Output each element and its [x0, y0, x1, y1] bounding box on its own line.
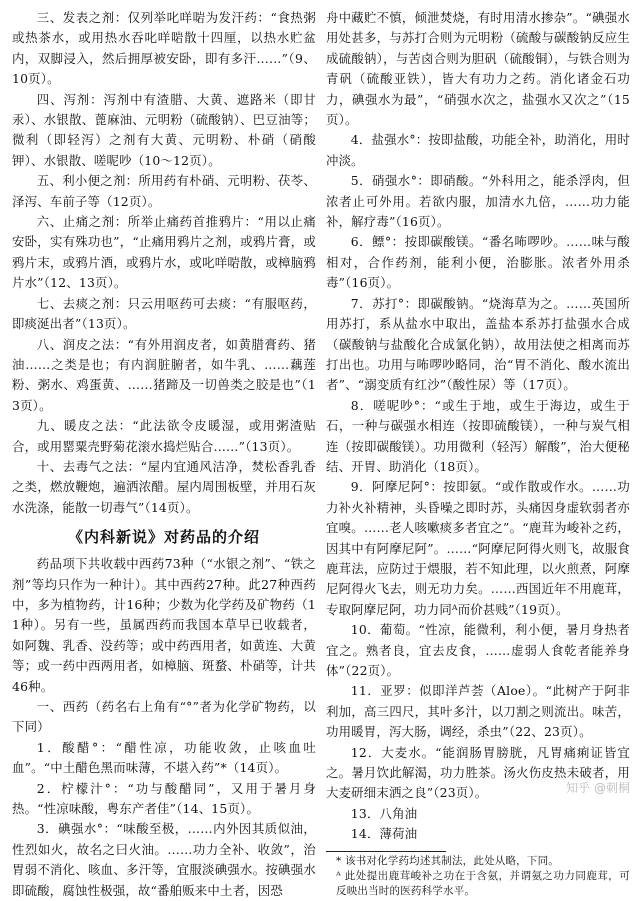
watermark: 知乎 @刺桐 — [566, 781, 630, 795]
list-item: 3．碘强水°：“味酸至极，……内外因其质似油，性烈如火，故名之曰火油。……功力全补、收敛”，治胃弱不消化、咳血、多汗等，宜服淡碘强水。按碘强水即硫酸，腐蚀性极强，故“番舶贩来中土者，因恐 — [12, 821, 316, 898]
paragraph: 八、润皮之法：“有外用润皮者，如黄腊膏药、猪油……之类是也；有内润脏腑者，如牛乳、……藕莲粉、粥水、鸡蛋黄、……猪蹄及一切兽类之胶是也”（13页）。 — [12, 336, 316, 413]
paragraph: 十、去毒气之法：“屋内宜通风洁净，焚松香乳香之类，燃放鞭炮，遍洒浓醋。屋内周围板壁，并用石灰水洗涤，能散一切毒气”（14页）。 — [12, 458, 316, 515]
paragraph: 舟中藏贮不慎，倾泄焚烧，有时用清水掺杂”。“碘强水用处甚多，与苏打合则为元明粉（硫酸与碳酸钠反应生成硫酸钠），与苦卤合则为胆矾（硫酸铜），与铁合则为青矾（硫酸亚铁），皆大有功力之药。消化诸金石功力，碘强水为最”，“硝强水次之，盐强水又次之”（15页）。 — [326, 10, 630, 128]
section-title: 《内科新说》对药品的介绍 — [67, 528, 260, 547]
list-item: 10．葡萄。“性凉，能微利，利小便，暑月身热者宜之。熟者良，宜去皮食，……虚弱人食乾者能养身体”（22页）。 — [326, 622, 630, 678]
list-item: 2．柠檬汁°：“功与酸醋同”，又用于暑月身热。“性凉味酸，粤东产者佳”（14、15页）。 — [12, 780, 316, 817]
footnote-divider — [326, 851, 446, 852]
two-column-layout — [12, 8, 630, 898]
footnote: ᴬ 此处提出鹿茸峻补之功在于含氨，并谓氨之功力同鹿茸，可反映出当时的医药科学水平。 — [336, 869, 630, 897]
left-column — [12, 8, 316, 898]
right-column — [326, 8, 630, 897]
paragraph: 药品项下共收载中西药73种（“水银之剂”、“铁之剂”等均只作为一种计）。其中西药27种。此27种西药中，多为植物药，计16种；少数为化学药及矿物药（11种）。另有一些，虽属西药而我国本草早已收载者，如阿魏、乳香、没药等；或中药西用者，如黄连、大黄等；或一药中西两用者，如樟脑、斑蝥、朴硝等，计共46种。 — [12, 556, 316, 694]
list-item: 5．硝强水°：即硝酸。“外科用之，能杀浮肉，但浓者止可外用。若欲内服，加清水九倍，……功力能补，解疗毒”（16页）。 — [326, 173, 630, 230]
list-item: 12．大麦水。“能润肠胃膀胱，凡胃痛痢证皆宜之。暑月饮此解渴，功力胜茶。汤火伤皮热未破者，用大麦研细末洒之良”（23页）。 — [326, 744, 630, 801]
list-item: 14．薄荷油 — [350, 826, 418, 842]
list-item: 11．亚罗：似即洋芦荟（Aloe）。“此树产于阿非利加，高三四尺，其叶多汁，以刀割之则流出。味苦，功用暖胃，泻大肠，调经，杀虫”（22、23页）。 — [326, 683, 630, 740]
list-item: 7．苏打°：即碳酸钠。“烧海草为之。……英国所用苏打，系从盐水中取出，盖盐本系苏打盐强水合成（碳酸钠与盐酸化合成氯化钠），故用法使之相离而苏打出也。功用与咘啰吵略同，治“胃不消化、酸水流出者”、“溺变质有红沙”（酸性尿）等（17页）。 — [326, 295, 630, 393]
list-item: 4．盐强水°：按即盐酸，功能全补，助消化，用时冲淡。 — [326, 132, 630, 168]
paragraph: 九、暖皮之法：“此法欲令皮暖湿，或用粥渣贴合，或用罂粟壳野菊花滚水捣烂贴合……”（13页）。 — [12, 418, 316, 454]
footnote: * 该书对化学药均述其制法，此处从略，下同。 — [336, 854, 559, 867]
list-item: 1．酸醋°：“醋性凉，功能收敛，止咳血吐血”。“中土醋色黑而味薄，不堪入药”*（14页）。 — [12, 739, 316, 776]
list-item: 6．鳔°：按即碳酸镁。“番名咘啰吵。……味与酸相对，合作药剂，能利小便，治膨胀。浓者外用杀毒”（16页）。 — [326, 234, 630, 291]
paragraph: 五、利小便之剂：所用药有朴硝、元明粉、茯苓、泽泻、车前子等（12页）。 — [12, 173, 316, 209]
list-item: 9．阿摩尼阿°：按即氨。“或作散或作水。……功力补火补精神，头昏噪之即时苏，头痛因身虚软弱者亦宜嗅。……老人咳嗽痰多者宜之”。“鹿茸为峻补之药，因其中有阿摩尼阿”。……“阿摩尼阿得火则飞，故服食鹿茸法，应防过于煨服，若不知此理，以火煎煮，阿摩尼阿得火飞去，则无功力矣。……西国近年不用鹿茸，专取阿摩尼阿，功力同ᴬ而价甚贱”（19页）。 — [326, 479, 630, 617]
paragraph: 三、发表之剂：仅列举叱咩啱为发汗药：“食热粥或热茶水，或用热水吞叱咩啱散十四厘，以热水贮盆内，双脚浸入，然后拥厚被安卧，即有多汗……”（9、10页）。 — [12, 10, 316, 87]
paragraph: 七、去痰之剂：只云用呕药可去痰：“有服呕药，即痰涎出者”（13页）。 — [12, 295, 316, 332]
paragraph: 四、泻剂：泻剂中有渣腊、大黄、遮路米（即甘汞）、水银散、蓖麻油、元明粉（硫酸钠）、巴豆油等；微利（即轻泻）之剂有大黄、元明粉、朴硝（硝酸钾）、水银散、嗟呢吵（10～12页）。 — [12, 91, 316, 168]
paragraph: 六、止痛之剂：所举止痛药首推鸦片：“用以止痛安卧，实有殊功也”，“止痛用鸦片之剂，或鸦片膏，或鸦片末，或鸦片酒，或鸦片水，或叱咩啱散，或樟脑鸦片水”（12、13页）。 — [12, 214, 316, 291]
list-item: 13．八角油 — [350, 805, 418, 821]
list-item: 8．嗟呢吵°：“或生于地，或生于海边，或生于石，一种与碳强水相连（按即硫酸镁），一种与炭气相连（按即碳酸镁）。功用微利（轻泻）解酸”，治大便秘结、开胃、助消化（18页）。 — [326, 397, 630, 474]
paragraph: 一、西药（药名右上角有“°”者为化学矿物药，以下同） — [12, 699, 316, 735]
